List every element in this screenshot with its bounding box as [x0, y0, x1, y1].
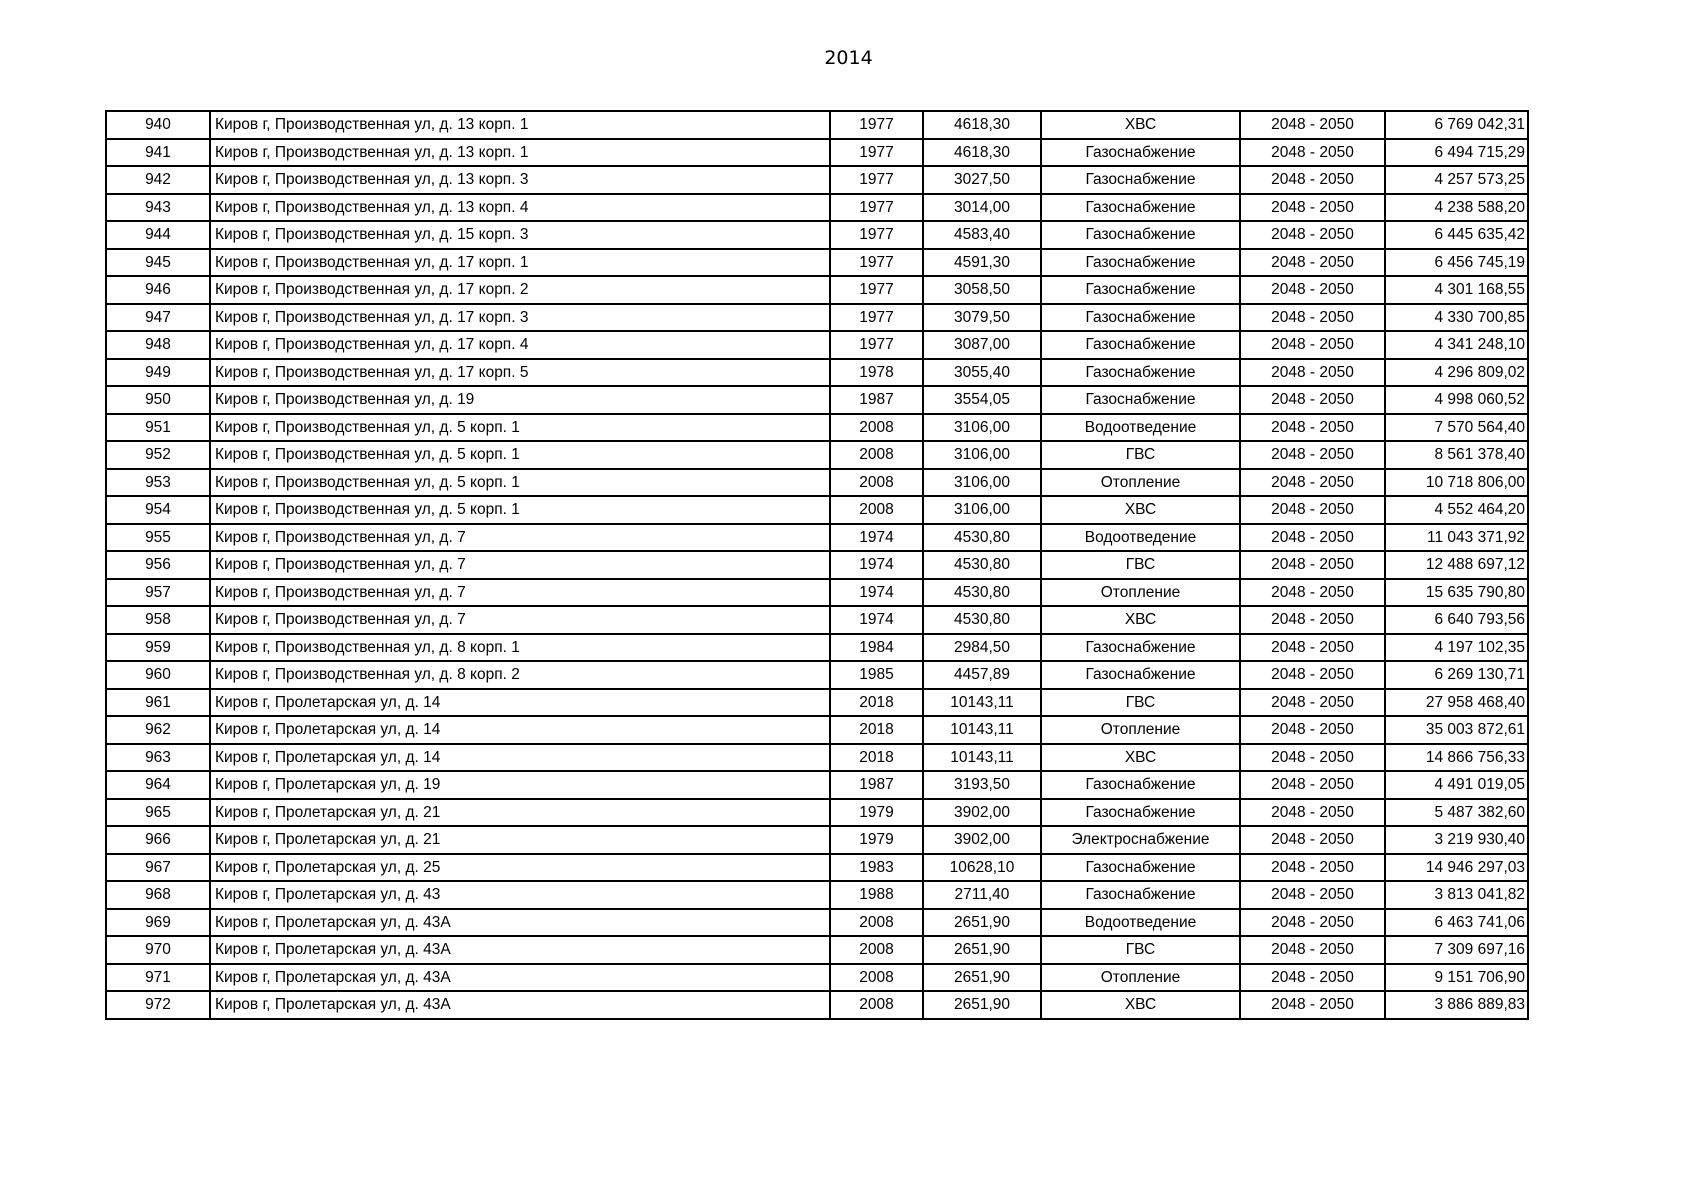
year-built-cell: 2008: [830, 936, 923, 964]
area-cell: 3106,00: [923, 469, 1041, 497]
year-built-cell: 2008: [830, 964, 923, 992]
repair-period-cell: 2048 - 2050: [1240, 991, 1385, 1019]
year-built-cell: 1988: [830, 881, 923, 909]
service-type-cell: Газоснабжение: [1041, 881, 1240, 909]
year-built-cell: 1974: [830, 551, 923, 579]
service-type-cell: Газоснабжение: [1041, 276, 1240, 304]
row-number-cell: 972: [106, 991, 210, 1019]
repair-period-cell: 2048 - 2050: [1240, 276, 1385, 304]
service-type-cell: Газоснабжение: [1041, 771, 1240, 799]
address-cell: Киров г, Пролетарская ул, д. 14: [210, 716, 830, 744]
area-cell: 2651,90: [923, 909, 1041, 937]
cost-cell: 15 635 790,80: [1385, 579, 1528, 607]
service-type-cell: Газоснабжение: [1041, 331, 1240, 359]
capital-repair-table: [105, 110, 1529, 1020]
cost-cell: 6 640 793,56: [1385, 606, 1528, 634]
repair-period-cell: 2048 - 2050: [1240, 909, 1385, 937]
cost-cell: 7 309 697,16: [1385, 936, 1528, 964]
cost-cell: 4 296 809,02: [1385, 359, 1528, 387]
table-row: [106, 111, 1528, 139]
address-cell: Киров г, Производственная ул, д. 5 корп. 1: [210, 496, 830, 524]
repair-period-cell: 2048 - 2050: [1240, 964, 1385, 992]
address-cell: Киров г, Пролетарская ул, д. 43А: [210, 991, 830, 1019]
area-cell: 4530,80: [923, 606, 1041, 634]
page-number: 2014: [824, 47, 873, 69]
area-cell: 3055,40: [923, 359, 1041, 387]
address-cell: Киров г, Производственная ул, д. 5 корп. 1: [210, 469, 830, 497]
repair-period-cell: 2048 - 2050: [1240, 249, 1385, 277]
address-cell: Киров г, Производственная ул, д. 13 корп. 1: [210, 139, 830, 167]
service-type-cell: ХВС: [1041, 991, 1240, 1019]
year-built-cell: 2018: [830, 689, 923, 717]
address-cell: Киров г, Производственная ул, д. 19: [210, 386, 830, 414]
table-row: [106, 359, 1528, 387]
address-cell: Киров г, Производственная ул, д. 7: [210, 551, 830, 579]
row-number-cell: 960: [106, 661, 210, 689]
table-row: [106, 441, 1528, 469]
address-cell: Киров г, Производственная ул, д. 13 корп. 1: [210, 111, 830, 139]
repair-period-cell: 2048 - 2050: [1240, 166, 1385, 194]
address-cell: Киров г, Производственная ул, д. 17 корп. 2: [210, 276, 830, 304]
cost-cell: 14 946 297,03: [1385, 854, 1528, 882]
year-built-cell: 2008: [830, 469, 923, 497]
row-number-cell: 961: [106, 689, 210, 717]
service-type-cell: Отопление: [1041, 964, 1240, 992]
cost-cell: 14 866 756,33: [1385, 744, 1528, 772]
area-cell: 3902,00: [923, 799, 1041, 827]
row-number-cell: 970: [106, 936, 210, 964]
area-cell: 4618,30: [923, 139, 1041, 167]
cost-cell: 4 552 464,20: [1385, 496, 1528, 524]
repair-period-cell: 2048 - 2050: [1240, 194, 1385, 222]
area-cell: 3902,00: [923, 826, 1041, 854]
service-type-cell: ГВС: [1041, 689, 1240, 717]
address-cell: Киров г, Производственная ул, д. 5 корп. 1: [210, 441, 830, 469]
address-cell: Киров г, Производственная ул, д. 15 корп. 3: [210, 221, 830, 249]
address-cell: Киров г, Производственная ул, д. 5 корп. 1: [210, 414, 830, 442]
repair-period-cell: 2048 - 2050: [1240, 716, 1385, 744]
year-built-cell: 1984: [830, 634, 923, 662]
service-type-cell: Газоснабжение: [1041, 661, 1240, 689]
cost-cell: 6 445 635,42: [1385, 221, 1528, 249]
table-row: [106, 386, 1528, 414]
cost-cell: 4 491 019,05: [1385, 771, 1528, 799]
year-built-cell: 1977: [830, 304, 923, 332]
service-type-cell: Газоснабжение: [1041, 166, 1240, 194]
table-row: [106, 826, 1528, 854]
row-number-cell: 955: [106, 524, 210, 552]
row-number-cell: 943: [106, 194, 210, 222]
repair-period-cell: 2048 - 2050: [1240, 524, 1385, 552]
cost-cell: 7 570 564,40: [1385, 414, 1528, 442]
row-number-cell: 959: [106, 634, 210, 662]
address-cell: Киров г, Производственная ул, д. 17 корп. 3: [210, 304, 830, 332]
service-type-cell: Отопление: [1041, 716, 1240, 744]
repair-period-cell: 2048 - 2050: [1240, 469, 1385, 497]
row-number-cell: 942: [106, 166, 210, 194]
cost-cell: 3 813 041,82: [1385, 881, 1528, 909]
year-built-cell: 1987: [830, 771, 923, 799]
service-type-cell: Газоснабжение: [1041, 139, 1240, 167]
area-cell: 4530,80: [923, 579, 1041, 607]
table-row: [106, 524, 1528, 552]
year-built-cell: 1983: [830, 854, 923, 882]
table-row: [106, 414, 1528, 442]
table-row: [106, 276, 1528, 304]
table-row: [106, 716, 1528, 744]
row-number-cell: 957: [106, 579, 210, 607]
repair-period-cell: 2048 - 2050: [1240, 661, 1385, 689]
area-cell: 4457,89: [923, 661, 1041, 689]
cost-cell: 8 561 378,40: [1385, 441, 1528, 469]
address-cell: Киров г, Пролетарская ул, д. 43А: [210, 964, 830, 992]
cost-cell: 6 456 745,19: [1385, 249, 1528, 277]
area-cell: 2651,90: [923, 991, 1041, 1019]
repair-period-cell: 2048 - 2050: [1240, 936, 1385, 964]
repair-period-cell: 2048 - 2050: [1240, 414, 1385, 442]
year-built-cell: 2018: [830, 744, 923, 772]
address-cell: Киров г, Пролетарская ул, д. 21: [210, 826, 830, 854]
table-row: [106, 579, 1528, 607]
repair-period-cell: 2048 - 2050: [1240, 744, 1385, 772]
area-cell: 4591,30: [923, 249, 1041, 277]
service-type-cell: ГВС: [1041, 551, 1240, 579]
repair-period-cell: 2048 - 2050: [1240, 386, 1385, 414]
cost-cell: 5 487 382,60: [1385, 799, 1528, 827]
area-cell: 2711,40: [923, 881, 1041, 909]
address-cell: Киров г, Пролетарская ул, д. 43А: [210, 909, 830, 937]
area-cell: 3027,50: [923, 166, 1041, 194]
table-row: [106, 606, 1528, 634]
cost-cell: 4 197 102,35: [1385, 634, 1528, 662]
area-cell: 3106,00: [923, 496, 1041, 524]
address-cell: Киров г, Производственная ул, д. 8 корп. 1: [210, 634, 830, 662]
address-cell: Киров г, Производственная ул, д. 13 корп. 3: [210, 166, 830, 194]
table-row: [106, 194, 1528, 222]
service-type-cell: Газоснабжение: [1041, 359, 1240, 387]
cost-cell: 4 301 168,55: [1385, 276, 1528, 304]
repair-period-cell: 2048 - 2050: [1240, 304, 1385, 332]
row-number-cell: 949: [106, 359, 210, 387]
address-cell: Киров г, Пролетарская ул, д. 19: [210, 771, 830, 799]
area-cell: 10143,11: [923, 744, 1041, 772]
repair-period-cell: 2048 - 2050: [1240, 359, 1385, 387]
area-cell: 3079,50: [923, 304, 1041, 332]
cost-cell: 6 494 715,29: [1385, 139, 1528, 167]
year-built-cell: 2018: [830, 716, 923, 744]
area-cell: 3058,50: [923, 276, 1041, 304]
area-cell: 2651,90: [923, 936, 1041, 964]
repair-period-cell: 2048 - 2050: [1240, 579, 1385, 607]
service-type-cell: Газоснабжение: [1041, 249, 1240, 277]
year-built-cell: 1977: [830, 111, 923, 139]
service-type-cell: Газоснабжение: [1041, 221, 1240, 249]
row-number-cell: 947: [106, 304, 210, 332]
area-cell: 4530,80: [923, 524, 1041, 552]
service-type-cell: Газоснабжение: [1041, 854, 1240, 882]
table-row: [106, 331, 1528, 359]
year-built-cell: 1979: [830, 799, 923, 827]
year-built-cell: 1977: [830, 194, 923, 222]
repair-period-cell: 2048 - 2050: [1240, 551, 1385, 579]
repair-period-cell: 2048 - 2050: [1240, 221, 1385, 249]
row-number-cell: 964: [106, 771, 210, 799]
address-cell: Киров г, Пролетарская ул, д. 43А: [210, 936, 830, 964]
table-row: [106, 854, 1528, 882]
area-cell: 3106,00: [923, 441, 1041, 469]
row-number-cell: 956: [106, 551, 210, 579]
table-row: [106, 469, 1528, 497]
cost-cell: 4 341 248,10: [1385, 331, 1528, 359]
service-type-cell: Водоотведение: [1041, 524, 1240, 552]
service-type-cell: ХВС: [1041, 744, 1240, 772]
table-row: [106, 964, 1528, 992]
year-built-cell: 1977: [830, 331, 923, 359]
service-type-cell: Отопление: [1041, 579, 1240, 607]
cost-cell: 4 238 588,20: [1385, 194, 1528, 222]
address-cell: Киров г, Производственная ул, д. 17 корп. 1: [210, 249, 830, 277]
service-type-cell: Газоснабжение: [1041, 634, 1240, 662]
service-type-cell: Газоснабжение: [1041, 304, 1240, 332]
row-number-cell: 966: [106, 826, 210, 854]
area-cell: 10628,10: [923, 854, 1041, 882]
row-number-cell: 945: [106, 249, 210, 277]
repair-period-cell: 2048 - 2050: [1240, 854, 1385, 882]
area-cell: 2984,50: [923, 634, 1041, 662]
repair-period-cell: 2048 - 2050: [1240, 634, 1385, 662]
area-cell: 2651,90: [923, 964, 1041, 992]
address-cell: Киров г, Производственная ул, д. 17 корп. 5: [210, 359, 830, 387]
year-built-cell: 1979: [830, 826, 923, 854]
address-cell: Киров г, Производственная ул, д. 13 корп. 4: [210, 194, 830, 222]
table-row: [106, 634, 1528, 662]
year-built-cell: 1974: [830, 579, 923, 607]
area-cell: 3193,50: [923, 771, 1041, 799]
cost-cell: 9 151 706,90: [1385, 964, 1528, 992]
year-built-cell: 1978: [830, 359, 923, 387]
year-built-cell: 1974: [830, 606, 923, 634]
table-row: [106, 771, 1528, 799]
cost-cell: 27 958 468,40: [1385, 689, 1528, 717]
service-type-cell: Электроснабжение: [1041, 826, 1240, 854]
year-built-cell: 2008: [830, 909, 923, 937]
row-number-cell: 963: [106, 744, 210, 772]
repair-period-cell: 2048 - 2050: [1240, 139, 1385, 167]
year-built-cell: 2008: [830, 496, 923, 524]
table-row: [106, 551, 1528, 579]
year-built-cell: 1977: [830, 166, 923, 194]
service-type-cell: ГВС: [1041, 441, 1240, 469]
area-cell: 3554,05: [923, 386, 1041, 414]
row-number-cell: 971: [106, 964, 210, 992]
cost-cell: 6 463 741,06: [1385, 909, 1528, 937]
service-type-cell: Газоснабжение: [1041, 799, 1240, 827]
table-row: [106, 881, 1528, 909]
table-row: [106, 304, 1528, 332]
service-type-cell: ХВС: [1041, 496, 1240, 524]
cost-cell: 4 330 700,85: [1385, 304, 1528, 332]
repair-period-cell: 2048 - 2050: [1240, 881, 1385, 909]
address-cell: Киров г, Пролетарская ул, д. 25: [210, 854, 830, 882]
year-built-cell: 1977: [830, 139, 923, 167]
repair-period-cell: 2048 - 2050: [1240, 111, 1385, 139]
repair-period-cell: 2048 - 2050: [1240, 331, 1385, 359]
area-cell: 4618,30: [923, 111, 1041, 139]
cost-cell: 6 769 042,31: [1385, 111, 1528, 139]
repair-period-cell: 2048 - 2050: [1240, 689, 1385, 717]
table-row: [106, 991, 1528, 1019]
table-row: [106, 936, 1528, 964]
row-number-cell: 944: [106, 221, 210, 249]
area-cell: 3087,00: [923, 331, 1041, 359]
address-cell: Киров г, Производственная ул, д. 7: [210, 606, 830, 634]
year-built-cell: 2008: [830, 441, 923, 469]
row-number-cell: 965: [106, 799, 210, 827]
service-type-cell: Газоснабжение: [1041, 194, 1240, 222]
table-row: [106, 689, 1528, 717]
cost-cell: 6 269 130,71: [1385, 661, 1528, 689]
repair-period-cell: 2048 - 2050: [1240, 441, 1385, 469]
row-number-cell: 941: [106, 139, 210, 167]
area-cell: 4583,40: [923, 221, 1041, 249]
area-cell: 10143,11: [923, 716, 1041, 744]
year-built-cell: 1985: [830, 661, 923, 689]
cost-cell: 10 718 806,00: [1385, 469, 1528, 497]
row-number-cell: 967: [106, 854, 210, 882]
table-row: [106, 221, 1528, 249]
service-type-cell: ХВС: [1041, 111, 1240, 139]
address-cell: Киров г, Производственная ул, д. 7: [210, 579, 830, 607]
cost-cell: 4 257 573,25: [1385, 166, 1528, 194]
table-row: [106, 799, 1528, 827]
row-number-cell: 940: [106, 111, 210, 139]
cost-cell: 12 488 697,12: [1385, 551, 1528, 579]
row-number-cell: 948: [106, 331, 210, 359]
table-row: [106, 909, 1528, 937]
row-number-cell: 951: [106, 414, 210, 442]
cost-cell: 35 003 872,61: [1385, 716, 1528, 744]
row-number-cell: 946: [106, 276, 210, 304]
service-type-cell: Водоотведение: [1041, 909, 1240, 937]
area-cell: 10143,11: [923, 689, 1041, 717]
row-number-cell: 958: [106, 606, 210, 634]
repair-period-cell: 2048 - 2050: [1240, 496, 1385, 524]
table-row: [106, 139, 1528, 167]
year-built-cell: 2008: [830, 414, 923, 442]
repair-period-cell: 2048 - 2050: [1240, 606, 1385, 634]
year-built-cell: 2008: [830, 991, 923, 1019]
service-type-cell: Газоснабжение: [1041, 386, 1240, 414]
address-cell: Киров г, Пролетарская ул, д. 43: [210, 881, 830, 909]
cost-cell: 11 043 371,92: [1385, 524, 1528, 552]
address-cell: Киров г, Пролетарская ул, д. 14: [210, 689, 830, 717]
repair-period-cell: 2048 - 2050: [1240, 799, 1385, 827]
row-number-cell: 950: [106, 386, 210, 414]
row-number-cell: 953: [106, 469, 210, 497]
table-row: [106, 744, 1528, 772]
row-number-cell: 952: [106, 441, 210, 469]
repair-period-cell: 2048 - 2050: [1240, 826, 1385, 854]
repair-period-cell: 2048 - 2050: [1240, 771, 1385, 799]
address-cell: Киров г, Производственная ул, д. 7: [210, 524, 830, 552]
table-body: [106, 111, 1528, 1019]
year-built-cell: 1977: [830, 276, 923, 304]
service-type-cell: Водоотведение: [1041, 414, 1240, 442]
year-built-cell: 1987: [830, 386, 923, 414]
area-cell: 3014,00: [923, 194, 1041, 222]
service-type-cell: ХВС: [1041, 606, 1240, 634]
row-number-cell: 954: [106, 496, 210, 524]
row-number-cell: 969: [106, 909, 210, 937]
service-type-cell: ГВС: [1041, 936, 1240, 964]
year-built-cell: 1977: [830, 249, 923, 277]
table-row: [106, 166, 1528, 194]
table-row: [106, 496, 1528, 524]
cost-cell: 3 886 889,83: [1385, 991, 1528, 1019]
table-row: [106, 661, 1528, 689]
area-cell: 3106,00: [923, 414, 1041, 442]
address-cell: Киров г, Производственная ул, д. 17 корп. 4: [210, 331, 830, 359]
cost-cell: 4 998 060,52: [1385, 386, 1528, 414]
row-number-cell: 962: [106, 716, 210, 744]
area-cell: 4530,80: [923, 551, 1041, 579]
service-type-cell: Отопление: [1041, 469, 1240, 497]
address-cell: Киров г, Производственная ул, д. 8 корп. 2: [210, 661, 830, 689]
year-built-cell: 1977: [830, 221, 923, 249]
year-built-cell: 1974: [830, 524, 923, 552]
table-row: [106, 249, 1528, 277]
cost-cell: 3 219 930,40: [1385, 826, 1528, 854]
row-number-cell: 968: [106, 881, 210, 909]
address-cell: Киров г, Пролетарская ул, д. 21: [210, 799, 830, 827]
address-cell: Киров г, Пролетарская ул, д. 14: [210, 744, 830, 772]
